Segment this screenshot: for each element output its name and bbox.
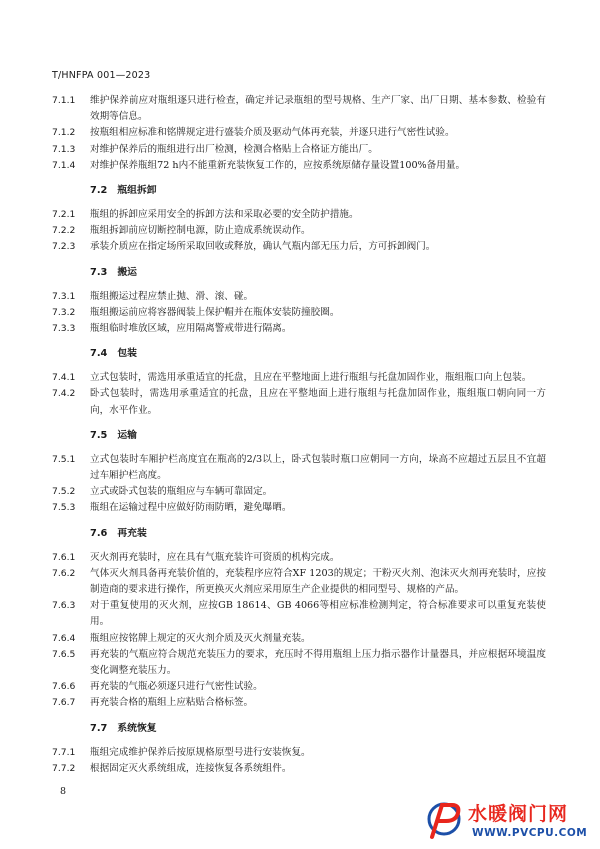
clause-number: 7.6.5	[52, 648, 76, 660]
section-number: 7.3	[90, 266, 108, 278]
clause-text: 瓶组应按铭牌上规定的灭火剂介质及灭火剂量充装。	[90, 632, 311, 644]
clause-item	[52, 158, 546, 174]
watermark	[422, 797, 592, 843]
clause-text: 立式包装时车厢护栏高度宜在瓶高的2/3以上，卧式包装时瓶口应朝同一方向，垛高不应超过五层且不宜超过车厢护栏高度。	[90, 453, 546, 482]
clause-number: 7.5.3	[52, 502, 76, 514]
clause-text: 瓶组搬运过程应禁止抛、滑、滚、碰。	[90, 290, 254, 302]
clause-text: 再充装的气瓶应符合规范充装压力的要求，充压时不得用瓶组上压力指示器作计量器具，并应根据环境温度变化调整充装压力。	[90, 648, 546, 677]
clause-number: 7.2.1	[52, 209, 76, 221]
watermark-url: WWW.PVCPU.COM	[472, 827, 588, 839]
section-number: 7.6	[90, 527, 108, 539]
clause-number: 7.1.1	[52, 95, 76, 106]
clause-number: 7.1.2	[52, 127, 76, 139]
clause-item	[52, 550, 546, 566]
clause-number: 7.6.7	[52, 697, 76, 709]
clause-item	[52, 647, 546, 679]
clause-text: 瓶组在运输过程中应做好防雨防晒，避免曝晒。	[90, 502, 292, 514]
section-number: 7.7	[90, 722, 108, 734]
clause-item	[52, 321, 546, 337]
section-heading	[52, 265, 546, 281]
section-heading	[52, 428, 546, 444]
clause-number: 7.5.2	[52, 486, 76, 498]
clause-text: 对于重复使用的灭火剂，应按GB 18614、GB 4066等相应标准检测判定，符合标准要求可以重复充装使用。	[90, 600, 546, 628]
section-heading	[52, 346, 546, 362]
clause-item	[52, 125, 546, 141]
section-number: 7.4	[90, 348, 108, 360]
clause-item	[52, 452, 546, 484]
clause-number: 7.6.1	[52, 551, 76, 563]
section-title: 包装	[117, 348, 137, 360]
clause-number: 7.1.3	[52, 143, 76, 155]
document-body	[52, 93, 546, 777]
clause-number: 7.6.2	[52, 567, 76, 579]
clause-text: 对维护保养瓶组72 h内不能重新充装恢复工作的，应按系统原储存量设置100%备用量。	[90, 159, 466, 171]
clause-text: 立式包装时，需选用承重适宜的托盘，且应在平整地面上进行瓶组与托盘加固作业，瓶组瓶口向上包装。	[90, 372, 532, 384]
clause-item	[52, 745, 546, 761]
clause-number: 7.7.1	[52, 746, 76, 758]
clause-text: 瓶组的拆卸应采用安全的拆卸方法和采取必要的安全防护措施。	[90, 209, 359, 221]
clause-item	[52, 386, 546, 418]
clause-text: 瓶组完成维护保养后按原规格原型号进行安装恢复。	[90, 746, 311, 758]
clause-number: 7.3.3	[52, 323, 76, 335]
clause-item	[52, 500, 546, 516]
clause-item	[52, 679, 546, 695]
clause-item	[52, 305, 546, 321]
clause-number: 7.2.2	[52, 225, 76, 237]
section-number: 7.2	[90, 185, 108, 197]
clause-item	[52, 289, 546, 305]
section-title: 系统恢复	[117, 722, 157, 734]
clause-text: 再充装的气瓶必须逐只进行气密性试验。	[90, 681, 263, 693]
clause-item	[52, 598, 546, 630]
clause-number: 7.4.2	[52, 388, 76, 400]
section-heading	[52, 183, 546, 199]
clause-item	[52, 223, 546, 239]
clause-number: 7.3.1	[52, 290, 76, 302]
clause-text: 气体灭火剂具备再充装价值的，充装程序应符合XF 1203的规定；干粉灭火剂、泡沫灭火剂再充装时，应按制造商的要求进行操作，所更换灭火剂应采用原生产企业提供的相同型号、规格的产品。	[90, 567, 546, 596]
clause-text: 维护保养前应对瓶组逐只进行检查，确定并记录瓶组的型号规格、生产厂家、出厂日期、基本参数、检验有效期等信息。	[90, 95, 546, 123]
section-title: 搬运	[117, 266, 137, 278]
clause-item	[52, 93, 546, 125]
section-heading	[52, 526, 546, 542]
clause-text: 瓶组临时堆放区域，应用隔离警戒带进行隔离。	[90, 323, 292, 335]
pipe-p-logo-icon	[422, 799, 464, 841]
clause-text: 瓶组拆卸前应切断控制电源，防止造成系统误动作。	[90, 225, 311, 237]
clause-number: 7.1.4	[52, 159, 76, 171]
clause-number: 7.7.2	[52, 762, 76, 774]
clause-number: 7.3.2	[52, 306, 76, 318]
clause-item	[52, 142, 546, 158]
clause-item	[52, 695, 546, 711]
watermark-site-name: 水暖阀门网	[468, 803, 569, 825]
clause-text: 按瓶组相应标准和铭牌规定进行盛装介质及驱动气体再充装，并逐只进行气密性试验。	[90, 127, 455, 139]
section-title: 瓶组拆卸	[117, 185, 157, 197]
clause-item	[52, 761, 546, 777]
clause-number: 7.4.1	[52, 372, 76, 384]
clause-text: 卧式包装时，需选用承重适宜的托盘，且应在平整地面上进行瓶组与托盘加固作业，瓶组瓶口朝向同一方向，水平作业。	[90, 388, 546, 416]
clause-item	[52, 484, 546, 500]
section-title: 再充装	[117, 527, 147, 539]
clause-item	[52, 239, 546, 255]
clause-text: 瓶组搬运前应将容器阀装上保护帽并在瓶体安装防撞胶圈。	[90, 306, 340, 318]
section-number: 7.5	[90, 429, 108, 441]
clause-text: 对维护保养后的瓶组进行出厂检测，检测合格贴上合格证方能出厂。	[90, 143, 378, 155]
clause-item	[52, 370, 546, 386]
clause-item	[52, 566, 546, 598]
clause-text: 承装介质应在指定场所采取回收或释放，确认气瓶内部无压力后，方可拆卸阀门。	[90, 241, 436, 253]
clause-number: 7.2.3	[52, 241, 76, 253]
clause-number: 7.6.6	[52, 681, 76, 693]
clause-text: 根据固定灭火系统组成，连接恢复各系统组件。	[90, 762, 292, 774]
clause-text: 再充装合格的瓶组上应粘贴合格标签。	[90, 697, 254, 709]
clause-item	[52, 207, 546, 223]
section-heading	[52, 721, 546, 737]
clause-item	[52, 631, 546, 647]
clause-number: 7.6.4	[52, 632, 76, 644]
clause-text: 灭火剂再充装时，应在具有气瓶充装许可资质的机构完成。	[90, 551, 340, 563]
page-number: 8	[60, 786, 67, 797]
clause-number: 7.5.1	[52, 453, 76, 465]
clause-text: 立式或卧式包装的瓶组应与车辆可靠固定。	[90, 486, 273, 498]
standard-code-header: T/HNFPA 001—2023	[52, 70, 151, 81]
section-title: 运输	[117, 429, 137, 441]
clause-number: 7.6.3	[52, 600, 76, 612]
